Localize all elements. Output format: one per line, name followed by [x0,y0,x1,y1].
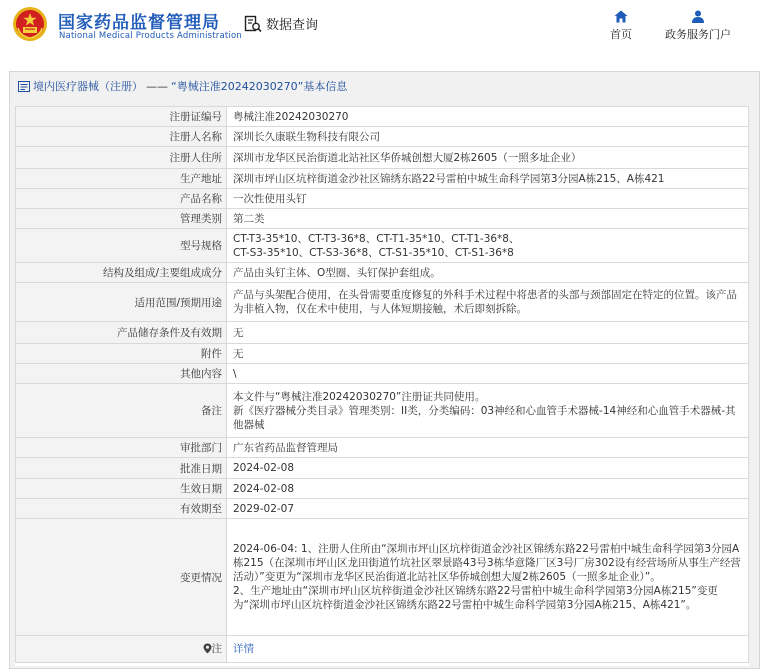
table-row [16,229,749,263]
info-panel [15,106,749,666]
table-row [16,283,749,322]
row-label: 备注 [16,384,227,438]
breadcrumb-separator: —— [146,79,168,93]
table-row [16,438,749,458]
row-label: 注册证编号 [16,107,227,127]
row-value: 一次性使用头钉 [227,189,749,209]
basic-info-table [15,106,749,663]
data-query-label: 数据查询 [266,18,319,33]
row-label: 适用范围/预期用途 [16,283,227,322]
row-label: 注册人住所 [16,147,227,169]
table-row [16,147,749,169]
row-value: 2024-06-04: 1、注册人住所由“深圳市坪山区坑梓街道金沙社区锦绣东路22号雷柏中城生命科学园第3分园A栋215（在深圳市坪山区龙田街道竹坑社区翠景路43号3栋华意隆厂区3号厂房302设有经营场所从事生产经营活动）”变更为“深圳市龙华区民治街道北站社区华侨城创想大厦2栋2605（一照多址企业）”。 2、生产地址由“深圳市坪山区坑梓街道金沙社区锦绣东路22号雷柏中城生命科学园第3分园A栋215”变更为“深圳市坪山区坑梓街道金沙社区锦绣东路22号雷柏中城生命科学园第3分园A栋215、A栋421”。 [227,519,749,636]
nav-home[interactable] [581,10,661,42]
site-title-en[interactable]: National Medical Products Administration [59,31,242,41]
row-value: 无 [227,344,749,364]
row-value: 产品由头钉主体、O型圈、头钉保护套组成。 [227,263,749,283]
row-value: 2024-02-08 [227,458,749,479]
table-row [16,169,749,189]
content-area [9,71,760,669]
row-label: 审批部门 [16,438,227,458]
table-row [16,479,749,499]
breadcrumb-section-link[interactable]: 境内医疗器械（注册） [33,80,143,93]
row-value: CT-T3-35*10、CT-T3-36*8、CT-T1-35*10、CT-T1-36*8、 CT-S3-35*10、CT-S3-36*8、CT-S1-35*10、CT-S1-36*8 [227,229,749,263]
row-label: 产品储存条件及有效期 [16,322,227,344]
row-label: 附件 [16,344,227,364]
table-row [16,344,749,364]
row-label: 型号规格 [16,229,227,263]
site-title-cn[interactable]: 国家药品监督管理局 [58,13,220,33]
row-label: 其他内容 [16,364,227,384]
table-row [16,263,749,283]
note-label: 注 [211,643,222,655]
table-row [16,364,749,384]
row-value: 2024-02-08 [227,479,749,499]
row-label: 批准日期 [16,458,227,479]
detail-link[interactable]: 详情 [233,643,254,655]
row-value: 无 [227,322,749,344]
home-icon [614,10,628,23]
row-label: 生产地址 [16,169,227,189]
row-value: \ [227,364,749,384]
row-value: 产品与头架配合使用，在头骨需要重度修复的外科手术过程中将患者的头部与颈部固定在特定的位置。该产品为非植入物，仅在术中使用，与人体短期接触，术后即刻拆除。 [227,283,749,322]
document-icon [18,81,30,92]
row-value: 第二类 [227,209,749,229]
row-value [227,636,749,663]
search-document-icon [244,15,262,33]
site-header [0,0,760,62]
row-value: 广东省药品监督管理局 [227,438,749,458]
table-row-note [16,636,749,663]
table-row [16,189,749,209]
row-label: 管理类别 [16,209,227,229]
national-emblem-icon [12,6,48,42]
nav-service-label: 政务服务门户 [665,28,731,41]
row-value: 粤械注准20242030270 [227,107,749,127]
table-row [16,519,749,636]
row-label: 产品名称 [16,189,227,209]
table-row [16,209,749,229]
user-icon [691,10,705,23]
breadcrumb-current-title: “粤械注准20242030270”基本信息 [171,80,348,93]
row-label: 有效期至 [16,499,227,519]
row-value: 2029-02-07 [227,499,749,519]
nav-service-portal[interactable] [658,10,738,42]
table-row [16,322,749,344]
row-label: 生效日期 [16,479,227,499]
row-value: 深圳长久康联生物科技有限公司 [227,127,749,147]
row-label: 变更情况 [16,519,227,636]
map-pin-icon [203,643,212,654]
row-label: 注册人名称 [16,127,227,147]
data-query-link[interactable] [244,14,318,33]
row-label: 结构及组成/主要组成成分 [16,263,227,283]
table-row [16,499,749,519]
table-row [16,384,749,438]
row-label [16,636,227,663]
row-value: 深圳市坪山区坑梓街道金沙社区锦绣东路22号雷柏中城生命科学园第3分园A栋215、A栋421 [227,169,749,189]
table-row [16,107,749,127]
table-row [16,127,749,147]
table-row [16,458,749,479]
row-value: 深圳市龙华区民治街道北站社区华侨城创想大厦2栋2605（一照多址企业） [227,147,749,169]
nav-home-label: 首页 [610,28,632,41]
breadcrumb [10,72,759,100]
row-value: 本文件与“粤械注准20242030270”注册证共同使用。 新《医疗器械分类目录》管理类别：II类，分类编码：03神经和心血管手术器械-14神经和心血管手术器械-其他器械 [227,384,749,438]
